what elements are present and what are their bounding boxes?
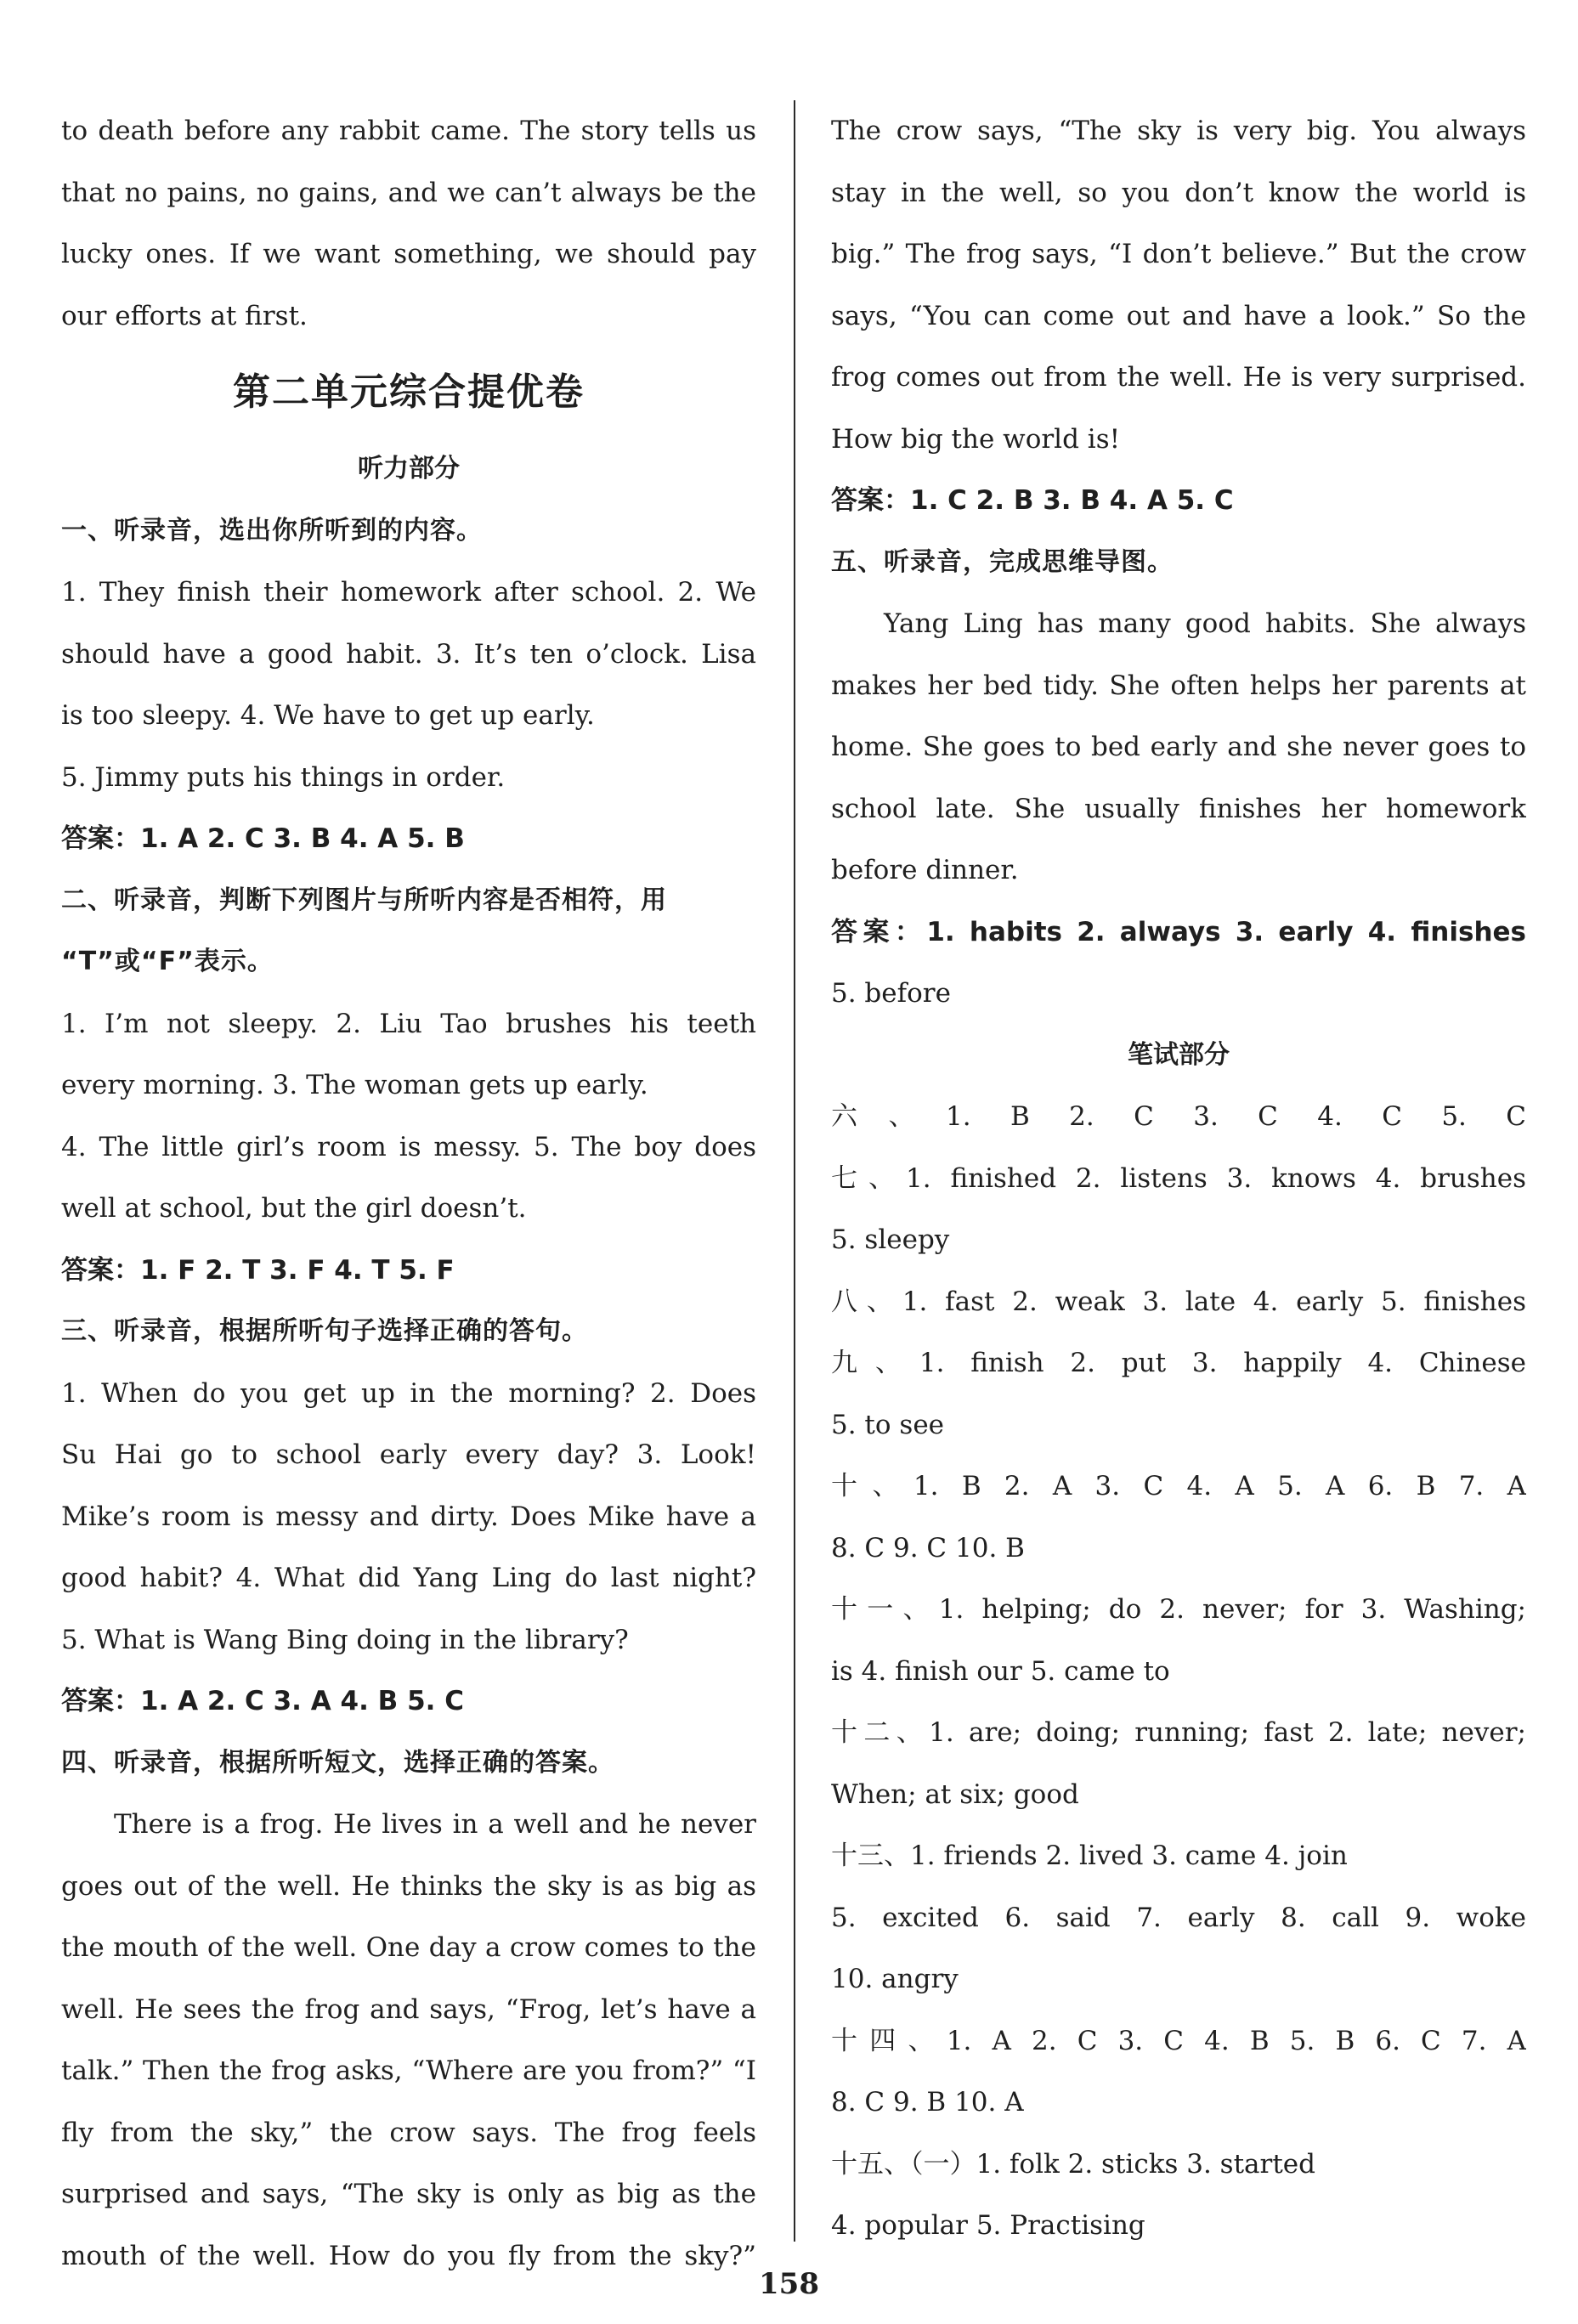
answer-line: 5. before bbox=[831, 978, 951, 1009]
text-line: talk.” Then the frog asks, “Where are you from?” “I bbox=[61, 2055, 756, 2086]
text-line: surprised and says, “The sky is only as big as the bbox=[61, 2179, 756, 2209]
text-line: our efforts at first. bbox=[61, 300, 308, 331]
answer-line: 答案：1. C 2. B 3. B 4. A 5. C bbox=[831, 485, 1234, 516]
text-line: the mouth of the well. One day a crow comes to the bbox=[61, 1932, 756, 1963]
question-5-heading: 五、听录音，完成思维导图。 bbox=[831, 546, 1174, 577]
text-line: Su Hai go to school early every day? 3. Look! bbox=[61, 1439, 756, 1470]
answer-line: 答案：1. habits 2. always 3. early 4. finishes bbox=[831, 916, 1526, 947]
answer-line: 8. C 9. B 10. A bbox=[831, 2087, 1024, 2118]
answer-line: 5. sleepy bbox=[831, 1224, 950, 1255]
right-column bbox=[831, 100, 1526, 2257]
text-line: makes her bed tidy. She often helps her parents at bbox=[831, 670, 1526, 701]
text-line: lucky ones. If we want something, we should pay bbox=[61, 239, 756, 269]
answer-line: 10. angry bbox=[831, 1964, 959, 1994]
answer-line: 答案：1. F 2. T 3. F 4. T 5. F bbox=[61, 1254, 455, 1286]
text-line: school late. She usually finishes her homework bbox=[831, 793, 1526, 824]
text-line: 1. I’m not sleepy. 2. Liu Tao brushes his teeth bbox=[61, 1008, 756, 1039]
text-line: 5. What is Wang Bing doing in the library? bbox=[61, 1624, 629, 1655]
question-2-heading: 二、听录音，判断下列图片与所听内容是否相符，用 bbox=[61, 885, 667, 915]
text-line: stay in the well, so you don’t know the world is bbox=[831, 177, 1526, 208]
answer-line: 六、1. B 2. C 3. C 4. C 5. C bbox=[831, 1101, 1526, 1132]
question-1-heading: 一、听录音，选出你所听到的内容。 bbox=[61, 515, 483, 546]
text-line: frog comes out from the well. He is very surprised. bbox=[831, 362, 1526, 393]
question-3-heading: 三、听录音，根据所听句子选择正确的答句。 bbox=[61, 1316, 588, 1346]
text-line: There is a frog. He lives in a well and he never bbox=[114, 1809, 756, 1840]
answer-line: 九、1. finish 2. put 3. happily 4. Chinese bbox=[831, 1348, 1526, 1378]
text-line: The crow says, “The sky is very big. You always bbox=[831, 116, 1526, 146]
answer-line: 8. C 9. C 10. B bbox=[831, 1532, 1025, 1563]
answer-line: 十二、1. are; doing; running; fast 2. late; never; bbox=[831, 1717, 1526, 1748]
answer-line: 十、1. B 2. A 3. C 4. A 5. A 6. B 7. A bbox=[831, 1471, 1526, 1501]
text-line: to death before any rabbit came. The story tells us bbox=[61, 116, 756, 146]
text-line: 1. They finish their homework after school. 2. We bbox=[61, 577, 756, 608]
text-line: 5. Jimmy puts his things in order. bbox=[61, 761, 506, 793]
text-line: well. He sees the frog and says, “Frog, let’s have a bbox=[61, 1993, 756, 2025]
answer-line: 5. to see bbox=[831, 1409, 945, 1440]
text-line: How big the world is! bbox=[831, 423, 1121, 455]
text-line: 1. When do you get up in the morning? 2. Does bbox=[61, 1377, 756, 1409]
text-line: is too sleepy. 4. We have to get up early. bbox=[61, 700, 595, 731]
answer-line: 十五、（一）1. folk 2. sticks 3. started bbox=[831, 2148, 1315, 2180]
page-number: 158 bbox=[759, 2267, 819, 2301]
text-line: every morning. 3. The woman gets up early. bbox=[61, 1070, 648, 1100]
text-line: well at school, but the girl doesn’t. bbox=[61, 1193, 527, 1224]
answer-line: 七、1. finished 2. listens 3. knows 4. brushes bbox=[831, 1162, 1526, 1194]
answer-line: 十三、1. friends 2. lived 3. came 4. join bbox=[831, 1841, 1348, 1871]
text-line: 4. The little girl’s room is messy. 5. The boy does bbox=[61, 1131, 756, 1162]
text-line: Mike’s room is messy and dirty. Does Mike have a bbox=[61, 1501, 756, 1532]
text-line: home. She goes to bed early and she never goes to bbox=[831, 732, 1526, 762]
answer-line: 十四、1. A 2. C 3. C 4. B 5. B 6. C 7. A bbox=[831, 2025, 1526, 2056]
answer-line: 4. popular 5. Practising bbox=[831, 2210, 1145, 2241]
answer-line: 八、1. fast 2. weak 3. late 4. early 5. finishes bbox=[831, 1286, 1526, 1317]
answer-line: 十一、1. helping; do 2. never; for 3. Washing; bbox=[831, 1594, 1526, 1625]
column-divider bbox=[794, 100, 795, 2242]
written-section-title: 笔试部分 bbox=[1128, 1039, 1230, 1070]
question-4-heading: 四、听录音，根据所听短文，选择正确的答案。 bbox=[61, 1747, 614, 1778]
text-line: big.” The frog says, “I don’t believe.” But the crow bbox=[831, 239, 1526, 269]
answer-line: When; at six; good bbox=[831, 1778, 1079, 1810]
text-line: goes out of the well. He thinks the sky is as big as bbox=[61, 1870, 756, 1902]
text-line: before dinner. bbox=[831, 855, 1019, 885]
text-line: mouth of the well. How do you fly from the sky?” bbox=[61, 2240, 756, 2271]
text-line: that no pains, no gains, and we can’t always be the bbox=[61, 177, 756, 208]
text-line: fly from the sky,” the crow says. The frog feels bbox=[61, 2117, 756, 2148]
answer-line: is 4. finish our 5. came to bbox=[831, 1655, 1170, 1687]
answer-line: 答案：1. A 2. C 3. B 4. A 5. B bbox=[61, 823, 465, 854]
answer-line: 5. excited 6. said 7. early 8. call 9. woke bbox=[831, 1902, 1526, 1933]
text-line: says, “You can come out and have a look.” So the bbox=[831, 300, 1526, 331]
unit-title: 第二单元综合提优卷 bbox=[233, 370, 585, 414]
text-line: good habit? 4. What did Yang Ling do last night? bbox=[61, 1563, 756, 1593]
text-line: should have a good habit. 3. It’s ten o’clock. Lisa bbox=[61, 638, 756, 670]
question-2-heading-cont: “T”或“F”表示。 bbox=[61, 947, 274, 976]
listening-section-title: 听力部分 bbox=[358, 454, 460, 483]
answer-line: 答案：1. A 2. C 3. A 4. B 5. C bbox=[61, 1686, 464, 1716]
text-line: Yang Ling has many good habits. She always bbox=[884, 608, 1526, 639]
left-column bbox=[61, 100, 756, 2287]
